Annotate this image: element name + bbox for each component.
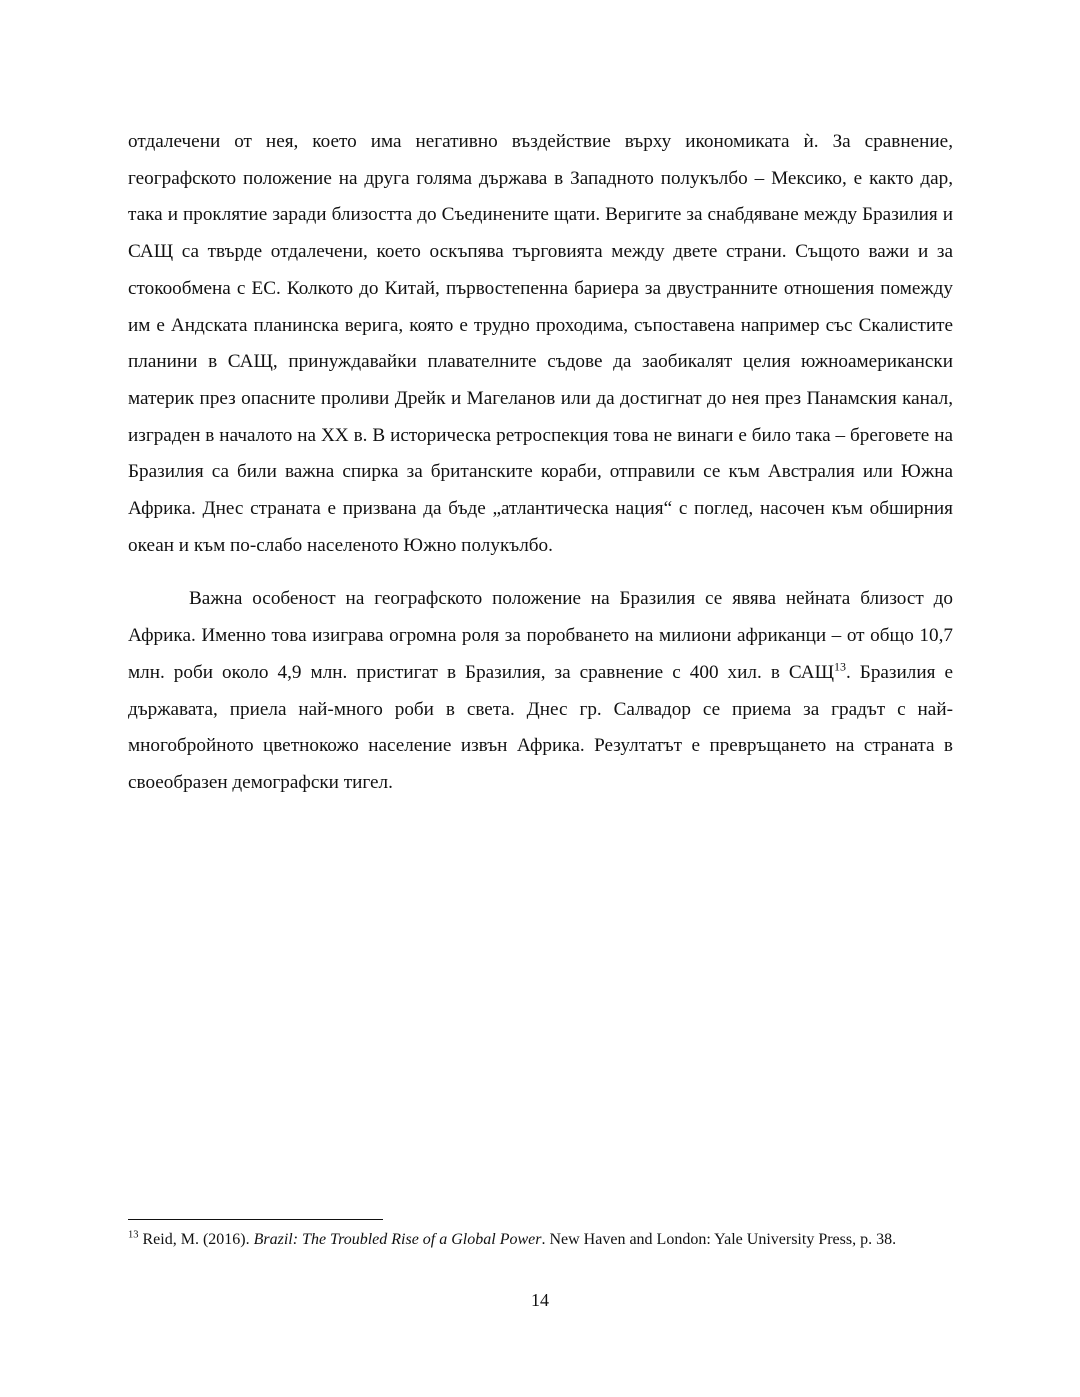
- paragraph-1: отдалечени от нея, което има негативно въздействие върху икономиката ѝ. За сравнение, географското положение на друга голяма държава в Западното полукълбо – Мексико, е както дар, така и проклятие заради близостта до Съединените щати. Веригите за снабдяване между Бразилия и САЩ са твърде отдалечени, което оскъпява търговията между двете страни. Същото важи и за стокообмена с ЕС. Колкото до Китай, първостепенна бариера за двустранните отношения помежду им е Андската планинска верига, която е трудно проходима, съпоставена например със Скалистите планини в САЩ, принуждавайки плавателните съдове да заобикалят целия южноамерикански материк през опасните проливи Дрейк и Магеланов или да достигнат до нея през Панамския канал, изграден в началото на XX в. В историческа ретроспекция това не винаги е било така – бреговете на Бразилия са били важна спирка за британските кораби, отправили се към Австралия или Южна Африка. Днес страната е призвана да бъде „атлантическа нация“ с поглед, насочен към обширния океан и към по-слабо населеното Южно полукълбо.: [128, 131, 953, 556]
- main-text: [128, 124, 953, 802]
- footnote-citation-end: . New Haven and London: Yale University Press, p. 38.: [541, 1231, 897, 1248]
- footnote-number: 13: [128, 1229, 139, 1241]
- footnote-citation-start: Reid, M. (2016).: [138, 1231, 254, 1248]
- paragraph-2-text-start: Важна особеност на географското положение на Бразилия се явява нейната близост до Африка. Именно това изиграва огромна роля за поробването на милиони африканци – от общо 10,7 млн. роби около 4,9 млн. пристигат в Бразилия, за сравнение с 400 хил. в САЩ: [128, 588, 953, 683]
- paragraph-2-text-end: . Бразилия е държавата, приела най-много роби в света. Днес гр. Салвадор се приема за градът с най-многобройното цветнокожо население извън Африка. Резултатът е превръщането на страната в своеобразен демографски тигел.: [128, 661, 953, 793]
- footnote-separator: [128, 1219, 383, 1220]
- footnote-book-title: Brazil: The Troubled Rise of a Global Power: [253, 1231, 542, 1248]
- footnote-reference-13[interactable]: 13: [833, 659, 846, 674]
- paragraph-2: [128, 581, 953, 801]
- page-number: 14: [531, 1290, 549, 1310]
- footnote-13: [128, 1229, 953, 1250]
